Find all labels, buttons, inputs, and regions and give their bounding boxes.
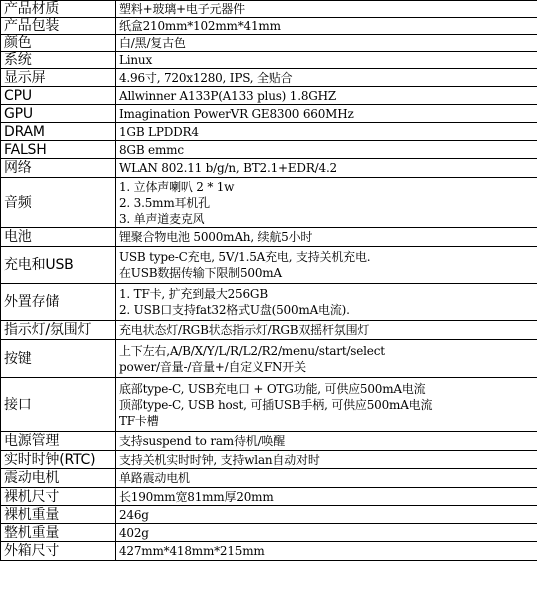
spec-value-line: WLAN 802.11 b/g/n, BT2.1+EDR/4.2	[119, 161, 337, 175]
spec-value	[116, 488, 537, 506]
spec-label: 外箱尺寸	[1, 542, 116, 561]
spec-label: 震动电机	[1, 469, 116, 488]
spec-value-line: USB type-C充电, 5V/1.5A充电, 支持关机充电.	[119, 250, 371, 264]
spec-label: 音频	[1, 178, 116, 228]
spec-value-line: 支持suspend to ram待机/唤醒	[119, 434, 286, 448]
spec-row	[1, 247, 537, 284]
spec-value-line: Linux	[119, 53, 153, 67]
spec-value	[116, 141, 537, 159]
spec-value-line: 3. 单声道麦克风	[119, 211, 205, 226]
spec-value	[116, 469, 537, 488]
spec-value-line: Allwinner A133P(A133 plus) 1.8GHZ	[119, 88, 337, 103]
spec-row	[1, 451, 537, 469]
spec-row	[1, 488, 537, 506]
spec-value	[116, 321, 537, 340]
spec-row	[1, 18, 537, 35]
spec-label: FALSH	[1, 141, 116, 159]
spec-value-line: TF卡槽	[119, 413, 159, 428]
spec-label: 指示灯/氛围灯	[1, 321, 116, 340]
spec-value-line: 402g	[119, 525, 149, 540]
spec-label: 按键	[1, 340, 116, 378]
spec-value-line: 充电状态灯/RGB状态指示灯/RGB双摇杆氛围灯	[119, 323, 370, 337]
spec-value-line: 纸盒210mm*102mm*41mm	[119, 19, 281, 33]
spec-value-line: 白/黑/复古色	[119, 36, 186, 50]
spec-row	[1, 524, 537, 542]
spec-label: 显示屏	[1, 69, 116, 87]
spec-value-line: 2. USB口支持fat32格式U盘(500mA电流).	[119, 303, 350, 317]
spec-value-line: 1. TF卡, 扩充到最大256GB	[119, 287, 268, 301]
spec-label: 产品包装	[1, 18, 116, 35]
spec-row	[1, 141, 537, 159]
spec-value	[116, 123, 537, 141]
spec-value	[116, 542, 537, 561]
spec-value	[116, 87, 537, 105]
spec-value	[116, 524, 537, 542]
spec-label: 网络	[1, 159, 116, 178]
spec-value	[116, 506, 537, 524]
spec-row	[1, 321, 537, 340]
spec-label: 外置存储	[1, 284, 116, 321]
spec-value-line: 在USB数据传输下限制500mA	[119, 266, 282, 280]
spec-value-line: 1GB LPDDR4	[119, 124, 199, 139]
spec-row	[1, 469, 537, 488]
spec-row	[1, 123, 537, 141]
spec-row	[1, 378, 537, 432]
spec-value	[116, 228, 537, 247]
spec-value	[116, 52, 537, 69]
spec-label: 系统	[1, 52, 116, 69]
spec-row	[1, 87, 537, 105]
spec-row	[1, 506, 537, 524]
spec-label: 电池	[1, 228, 116, 247]
spec-value-line: 顶部type-C, USB host, 可插USB手柄, 可供应500mA电流	[119, 397, 433, 412]
spec-row	[1, 284, 537, 321]
spec-value-line: 上下左右,A/B/X/Y/L/R/L2/R2/menu/start/select	[119, 343, 385, 358]
spec-value	[116, 451, 537, 469]
spec-value	[116, 35, 537, 52]
spec-value-line: 246g	[119, 507, 149, 522]
spec-label: 颜色	[1, 35, 116, 52]
spec-label: GPU	[1, 105, 116, 123]
spec-label: DRAM	[1, 123, 116, 141]
spec-row	[1, 159, 537, 178]
spec-row	[1, 542, 537, 561]
spec-row	[1, 340, 537, 378]
spec-value-line: 底部type-C, USB充电口 + OTG功能, 可供应500mA电流	[119, 381, 426, 396]
spec-value-line: 单路震动电机	[119, 471, 190, 485]
spec-value	[116, 247, 537, 284]
spec-value	[116, 432, 537, 451]
spec-value-line: Imagination PowerVR GE8300 660MHz	[119, 106, 354, 121]
spec-label: 裸机重量	[1, 506, 116, 524]
spec-value-line: 支持关机实时时钟, 支持wlan自动对时	[119, 452, 320, 467]
spec-label: 产品材质	[1, 1, 116, 18]
spec-row	[1, 105, 537, 123]
spec-value	[116, 340, 537, 378]
spec-row	[1, 69, 537, 87]
spec-value-line: 427mm*418mm*215mm	[119, 544, 265, 558]
spec-value-line: 2. 3.5mm耳机孔	[119, 195, 210, 210]
spec-table-body	[1, 1, 537, 561]
spec-value	[116, 1, 537, 18]
spec-value	[116, 105, 537, 123]
spec-label: 接口	[1, 378, 116, 432]
spec-row	[1, 1, 537, 18]
spec-value	[116, 159, 537, 178]
spec-row	[1, 432, 537, 451]
spec-label: 裸机尺寸	[1, 488, 116, 506]
spec-value-line: 塑料+玻璃+电子元器件	[119, 2, 245, 16]
spec-row	[1, 52, 537, 69]
spec-row	[1, 178, 537, 228]
spec-value	[116, 69, 537, 87]
spec-value-line: 8GB emmc	[119, 142, 184, 157]
spec-label: 实时时钟(RTC)	[1, 451, 116, 469]
spec-value-line: 长190mm宽81mm厚20mm	[119, 489, 274, 504]
spec-value	[116, 18, 537, 35]
spec-value-line: power/音量-/音量+/自定义FN开关	[119, 359, 306, 374]
spec-row	[1, 35, 537, 52]
spec-value	[116, 284, 537, 321]
spec-value	[116, 178, 537, 228]
spec-label: 整机重量	[1, 524, 116, 542]
spec-label: 电源管理	[1, 432, 116, 451]
spec-label: CPU	[1, 87, 116, 105]
spec-value	[116, 378, 537, 432]
spec-label: 充电和USB	[1, 247, 116, 284]
spec-value-line: 1. 立体声喇叭 2 * 1w	[119, 179, 235, 194]
spec-row	[1, 228, 537, 247]
spec-value-line: 4.96寸, 720x1280, IPS, 全贴合	[119, 70, 293, 85]
spec-value-line: 锂聚合物电池 5000mAh, 续航5小时	[119, 230, 313, 244]
